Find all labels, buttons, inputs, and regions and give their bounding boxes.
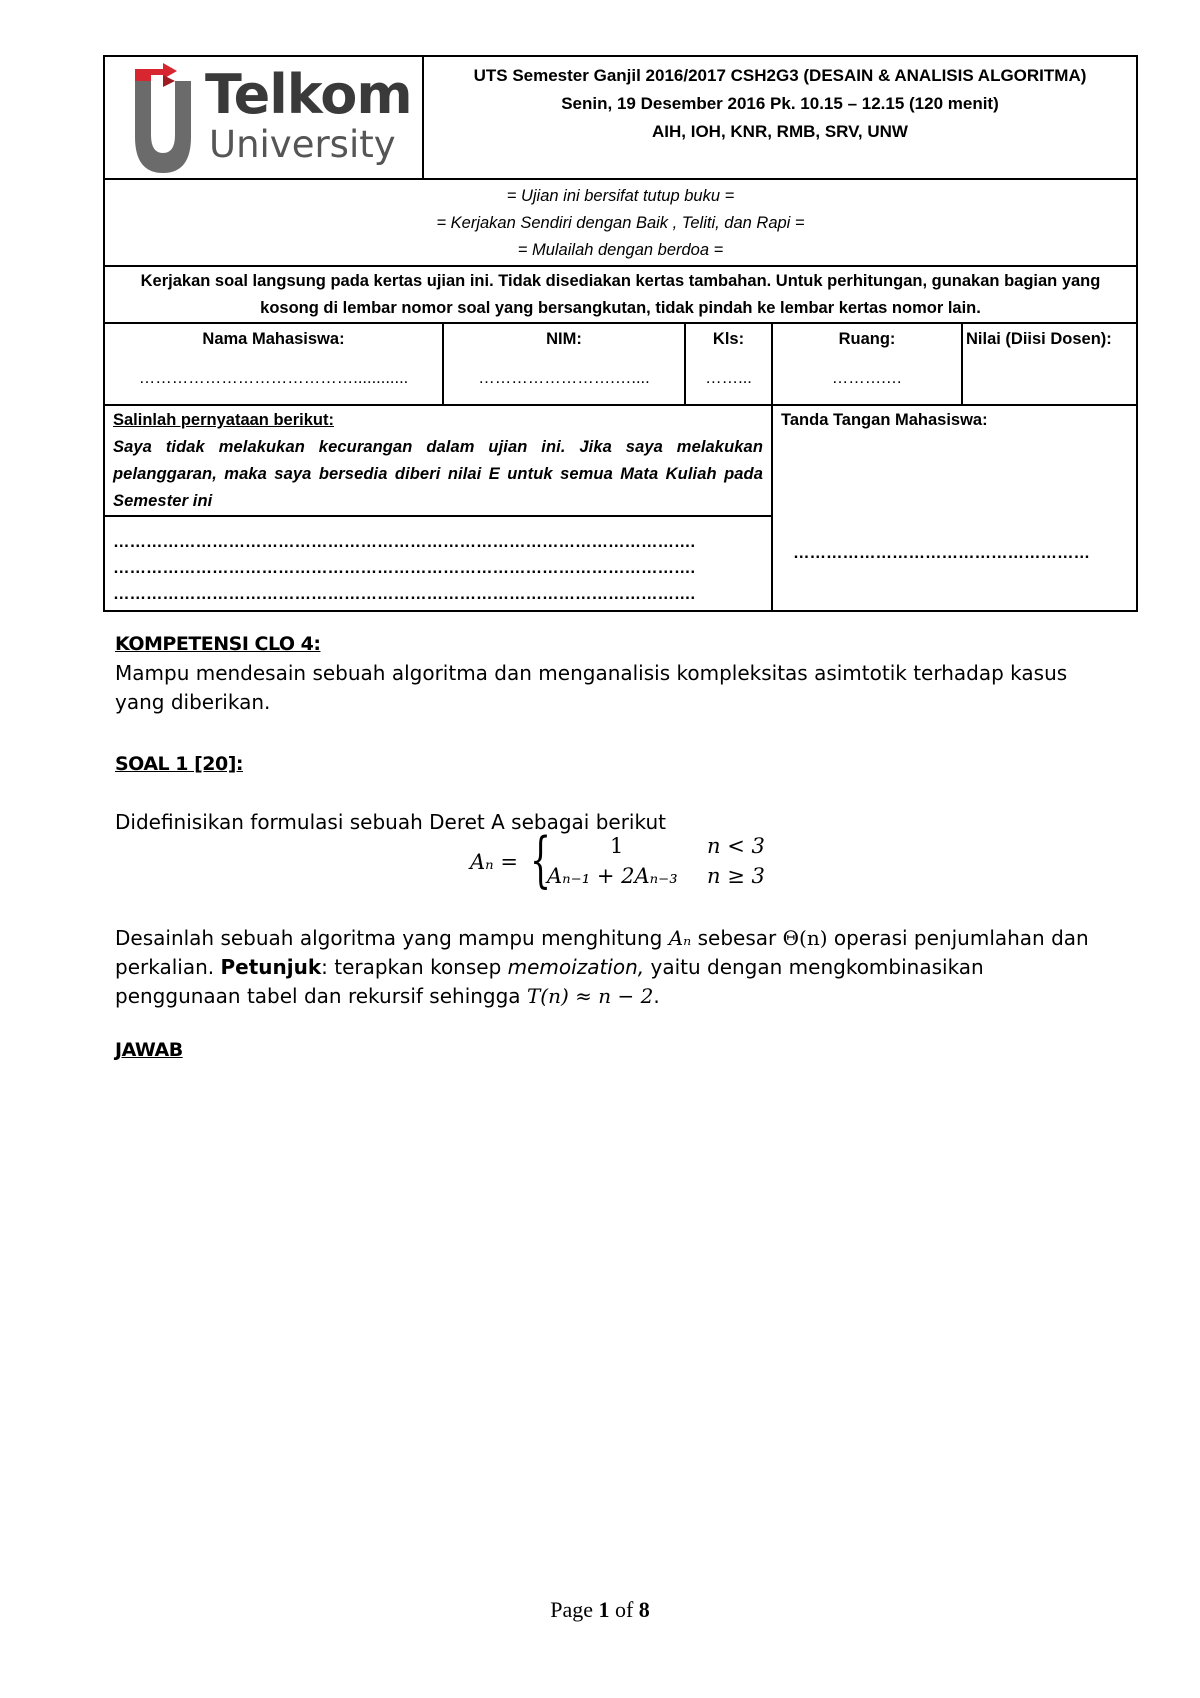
exam-instruction: Kerjakan soal langsung pada kertas ujian ini. Tidak disediakan kertas tambahan. Untuk perhitungan, gunakan bagian yang kosong di lembar nomor soal yang bersangkutan, tidak pindah ke lembar kertas nomor lain. <box>140 272 1101 317</box>
hint-part2: yaitu dengan mengkombinasikan penggunaan tabel dan rekursif sehingga <box>115 955 984 1008</box>
statement-heading: Salinlah pernyataan berikut: <box>113 411 334 429</box>
logo-brand-text: Telkom <box>205 63 412 126</box>
field-nilai[interactable] <box>961 324 1136 404</box>
formula-case1-value: 1 <box>610 834 624 858</box>
sequence-formula <box>470 825 790 898</box>
rule-work-alone: = Kerjakan Sendiri dengan Baik , Teliti, dan Rapi = <box>436 214 805 232</box>
formula-case1-cond: n < 3 <box>707 834 765 858</box>
question-body-part3: operasi penjumlahan dan perkalian. <box>115 926 1089 979</box>
hint-part1: : terapkan konsep <box>321 955 502 979</box>
signature-label: Tanda Tangan Mahasiswa: <box>781 411 988 429</box>
field-nama <box>105 324 442 404</box>
field-nim-label: NIM: <box>546 330 582 348</box>
formula-brace: { <box>530 825 552 895</box>
signature-blank[interactable]: ……………………………………………… <box>793 544 1090 562</box>
statement-top <box>105 406 771 515</box>
formula-case2-cond: n ≥ 3 <box>707 864 765 888</box>
footer-of-word: of <box>614 1597 634 1622</box>
exam-title-line1: UTS Semester Ganjil 2016/2017 CSH2G3 (DESAIN & ANALISIS ALGORITMA) <box>473 66 1087 85</box>
question-heading: SOAL 1 [20]: <box>115 753 243 775</box>
field-kls-label: Kls: <box>712 330 745 348</box>
header-instruction-row <box>105 265 1136 322</box>
hint-formula: T(n) ≈ n − 2 <box>526 984 654 1008</box>
copy-line[interactable]: ……………………………………………………………………………………………. <box>113 559 696 577</box>
hint-memoization: memoization, <box>507 955 645 979</box>
footer-page-word: Page <box>550 1597 593 1622</box>
field-kls-blank[interactable]: ……... <box>705 369 752 387</box>
exam-rules <box>105 180 1136 265</box>
field-nama-blank[interactable]: …………………………………............ <box>138 369 409 387</box>
competence-text: Mampu mendesain sebuah algoritma dan menganalisis kompleksitas asimtotik terhadap kasus yang diberikan. <box>115 661 1068 714</box>
answer-section <box>115 1036 1105 1065</box>
hint-label: Petunjuk <box>220 955 322 979</box>
question-body-part1: Desainlah sebuah algoritma yang mampu menghitung <box>115 926 663 950</box>
telkom-university-logo <box>105 57 422 178</box>
answer-area[interactable] <box>103 1070 1138 1570</box>
question-body-part2: sebesar <box>697 926 777 950</box>
header-title-row <box>105 57 1136 178</box>
exam-header-table <box>103 55 1138 612</box>
competence-section <box>115 630 1105 717</box>
field-kls <box>684 324 771 404</box>
logo-flag-fold <box>163 75 175 87</box>
field-ruang-label: Ruang: <box>838 330 896 348</box>
rule-closed-book: = Ujian ini bersifat tutup buku = <box>506 187 735 205</box>
copy-line[interactable]: ……………………………………………………………………………………………. <box>113 533 696 551</box>
copy-line[interactable]: ……………………………………………………………………………………………. <box>113 585 696 603</box>
header-statement-row <box>105 404 1136 610</box>
answer-heading: JAWAB <box>115 1039 183 1061</box>
statement-text: Saya tidak melakukan kecurangan dalam ujian ini. Jika saya melakukan pelanggaran, maka saya bersedia diberi nilai E untuk semua Mata Kuliah pada Semester ini <box>113 438 763 510</box>
exam-title-block <box>422 57 1136 178</box>
field-nim <box>442 324 684 404</box>
logo-flag-shape <box>135 63 177 81</box>
header-rules-row <box>105 178 1136 265</box>
question-intro: Didefinisikan formulasi sebuah Deret A sebagai berikut <box>115 810 666 834</box>
statement-block <box>105 406 771 610</box>
logo-u-shape <box>135 81 191 173</box>
field-nama-label: Nama Mahasiswa: <box>202 330 345 348</box>
page-footer <box>0 1597 1200 1623</box>
exam-title-line2: Senin, 19 Desember 2016 Pk. 10.15 – 12.15 (120 menit) <box>561 94 999 113</box>
field-ruang-blank[interactable]: ……….… <box>831 369 903 387</box>
hint-end: . <box>653 984 660 1008</box>
question-body <box>115 924 1105 1011</box>
field-ruang <box>771 324 961 404</box>
field-nim-blank[interactable]: …………………….….... <box>478 369 650 387</box>
field-nilai-label: Nilai (Diisi Dosen): <box>966 330 1112 348</box>
question-section <box>115 750 1105 779</box>
rule-pray: = Mulailah dengan berdoa = <box>517 241 724 259</box>
question-body-theta: Θ(n) <box>782 926 828 950</box>
footer-page-total: 8 <box>638 1597 650 1622</box>
formula-case2-value: Aₙ₋₁ + 2Aₙ₋₃ <box>547 864 678 888</box>
question-body-an: Aₙ <box>668 926 692 950</box>
footer-page-num: 1 <box>598 1597 610 1622</box>
signature-block <box>771 406 1136 610</box>
exam-title-line3: AIH, IOH, KNR, RMB, SRV, UNW <box>652 122 908 141</box>
statement-copy-lines[interactable] <box>105 515 771 610</box>
competence-heading: KOMPETENSI CLO 4: <box>115 633 321 655</box>
formula-lhs: Aₙ = <box>470 850 518 874</box>
logo-sub-text: University <box>209 123 396 166</box>
header-fields-row <box>105 322 1136 404</box>
